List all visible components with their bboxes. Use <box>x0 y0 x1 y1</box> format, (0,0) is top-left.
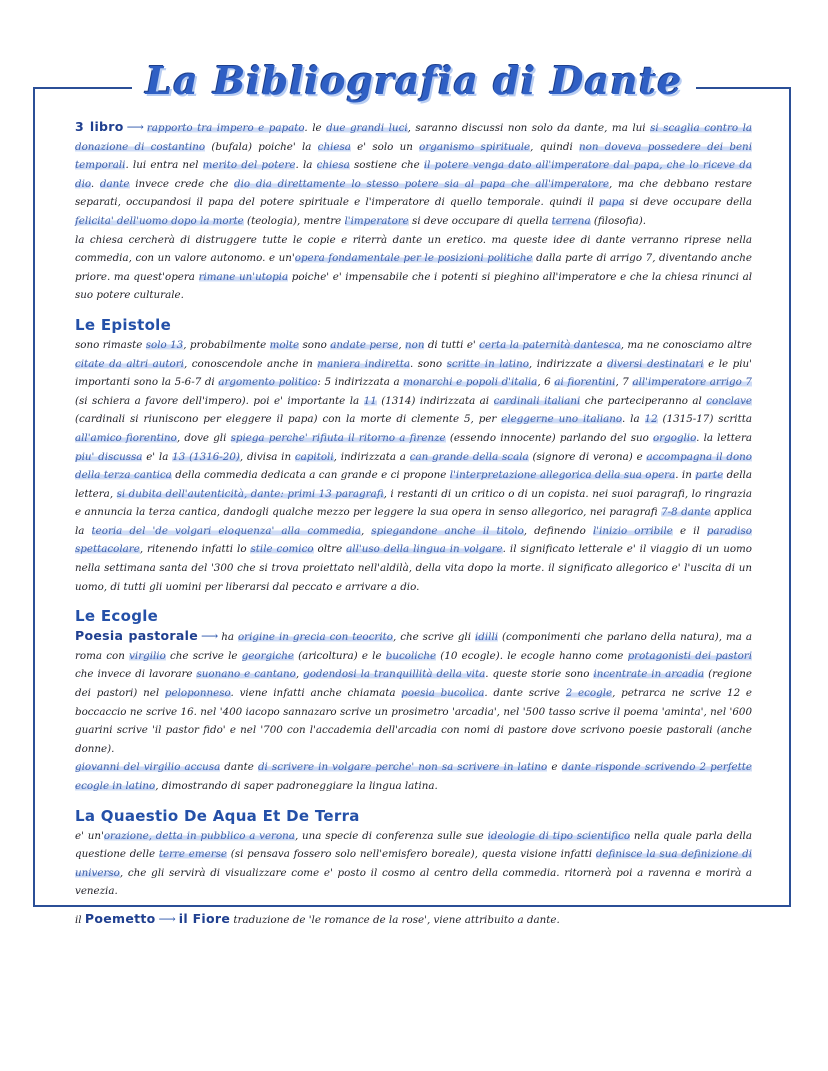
highlight: l'imperatore <box>344 214 409 227</box>
text: , ritenendo infatti lo <box>139 543 251 556</box>
highlight: poesia bucolica <box>401 687 485 700</box>
text: . il significato letterale e' il viaggio di un uomo nella settimana santa del '300 che si trova proiettato nell'aldilà, della vita dopo la morte. il significato allegorico e' l'uscita di un uomo, di tutti gli uomini per liberarsi dal peccato e arrivare a dio. <box>75 543 752 593</box>
text: invece crede che <box>129 177 235 190</box>
highlight: conclave <box>706 394 752 407</box>
text: , 6 <box>537 376 555 389</box>
highlight: organismo spirituale <box>419 140 531 153</box>
text: della lettera, <box>75 469 752 500</box>
text: , una specie di conferenza sulle sue <box>294 829 488 842</box>
highlight: orazione, detta in pubblico a verona <box>103 829 295 842</box>
text: (teologia), mentre <box>243 214 345 227</box>
arrow-right-icon: ⟶ <box>201 629 219 644</box>
highlight: 11 <box>363 394 377 407</box>
text: , i restanti di un critico o di un copista. nei suoi paragrafi, lo ringrazia e annuncia la terza cantica, dandogli qualche mezzo per leggere la sua opera in senso allegorico, nei paragrafi <box>75 487 752 519</box>
text: (regione dei pastori) nel <box>75 668 752 700</box>
highlight: all'amico fiorentino <box>75 431 177 444</box>
text: ha <box>221 631 238 644</box>
highlight: 2 ecogle <box>565 687 613 700</box>
highlight: protagonisti dei pastori <box>627 649 753 662</box>
highlight: incentrate in arcadia <box>593 668 705 681</box>
libro-key: 3 libro <box>75 119 124 134</box>
text: nella quale parla della questione delle <box>75 829 752 861</box>
text: , indirizzata a <box>333 450 410 463</box>
highlight: argomento politico <box>218 376 318 389</box>
text: , ma che debbano restare separati, occupandosi il papa del potere spirituale e l'imperatore di quello temporale. quindi il <box>75 177 752 209</box>
text: . la lettera <box>696 431 753 444</box>
highlight: l'interpretazione allegorica della sua opera <box>449 469 676 482</box>
epistole-paragraph <box>75 336 752 596</box>
text: , conoscendole anche in <box>183 357 318 370</box>
content <box>75 118 752 930</box>
highlight: terre emerse <box>158 848 228 861</box>
text: che parteciperanno al <box>580 394 707 407</box>
text: : 5 indirizzata a <box>317 376 404 389</box>
text: applica la <box>75 506 753 537</box>
highlight: cardinali italiani <box>493 394 581 407</box>
highlight: si scaglia contro la donazione di costantino <box>75 122 753 153</box>
text: . lui entra nel <box>125 159 203 172</box>
highlight: ideologie di tipo scientifico <box>487 829 631 842</box>
text: la chiesa cercherà di distruggere tutte le copie e riterrà dante un eretico. ma queste idee di dante verranno riprese nella commedia, con un valore autonomo. e un' <box>75 233 752 265</box>
highlight: 7-8 dante <box>661 506 711 519</box>
ecogle-key: Poesia pastorale <box>75 628 198 644</box>
highlight: di scrivere in volgare perche' non sa scrivere in latino <box>257 761 548 774</box>
text: (1315-17) scritta <box>657 413 752 426</box>
highlight: molte <box>269 338 300 351</box>
text: . la <box>621 413 645 426</box>
text: , petrarca ne scrive 12 e boccaccio ne scrive 16. nel '400 iacopo sannazaro scrive un prosimetro 'arcadia', nel '500 tasso scrive il poema 'aminta', nel '600 guarini scrive 'il pastor fido' e nel '700 con l'accademia dell'arcadia con nomi di pastore dove scrivono poesie pastorali (anche donne). <box>75 687 752 755</box>
text: e il <box>672 524 707 537</box>
highlight: eleggerne uno italiano <box>501 413 622 426</box>
highlight: suonano e cantano <box>196 668 296 681</box>
text: , indirizzate a <box>528 357 608 370</box>
highlight: can grande della scala <box>409 450 529 463</box>
highlight: maniera indiretta <box>317 357 410 370</box>
libro-paragraph-1 <box>75 118 752 231</box>
highlight: piu' discussa <box>75 450 143 463</box>
title-wrap <box>0 55 828 107</box>
text: , probabilmente <box>183 338 270 351</box>
highlight: dante <box>99 177 130 190</box>
highlight: papa <box>599 196 625 209</box>
text: . dante scrive <box>484 687 566 700</box>
text: dante <box>220 761 258 774</box>
highlight: certa la paternità dantesca <box>479 338 621 351</box>
highlight: virgilio <box>129 649 166 662</box>
highlight: monarchi e popoli d'italia <box>403 376 538 389</box>
text: . le <box>304 122 327 134</box>
text: , che gli servirà di visualizzare come e' posto il cosmo al centro della commedia. ritornerà poi a ravenna e morirà a venezia. <box>75 866 752 898</box>
text: , definendo <box>523 524 593 537</box>
ecogle-paragraph-2 <box>75 758 752 795</box>
text: , <box>360 524 372 537</box>
text: sono rimaste <box>75 338 146 351</box>
text: (componimenti che parlano della natura), ma a roma con <box>75 631 753 662</box>
text: (aricoltura) e le <box>293 649 386 662</box>
highlight: giovanni del virgilio accusa <box>75 761 221 774</box>
quaestio-heading: La Quaestio De Aqua Et De Terra <box>75 806 360 825</box>
highlight: stile comico <box>250 543 314 556</box>
text: si deve occupare della <box>624 196 752 209</box>
highlight: chiesa <box>316 159 350 172</box>
highlight: capitoli <box>294 450 334 463</box>
text: oltre <box>313 543 347 556</box>
poemetto-paragraph <box>75 910 752 930</box>
text: (signore di verona) e <box>528 450 647 463</box>
text: e <box>547 761 562 774</box>
text: traduzione de 'le romance de la rose', viene attribuito a dante. <box>230 913 560 926</box>
highlight: rimane un'utopia <box>198 270 289 283</box>
text: , che scrive gli <box>392 631 475 644</box>
arrow-right-icon: ⟶ <box>158 911 176 926</box>
text: , <box>295 668 304 681</box>
highlight: spiega perche' rifiuta il ritorno a firenze <box>230 431 446 444</box>
highlight: due grandi luci <box>326 122 408 134</box>
text: dalla parte di arrigo 7, diventando anche priore. ma quest'opera <box>75 252 753 283</box>
text: (1314) indirizzata ai <box>376 394 494 407</box>
text: e' un' <box>75 829 104 842</box>
highlight: non <box>404 338 425 351</box>
text: . sono <box>410 357 447 370</box>
text: e le piu' importanti sono la 5-6-7 di <box>75 357 753 389</box>
text: sono <box>299 338 331 351</box>
epistole-heading: Le Epistole <box>75 315 172 334</box>
text: . <box>90 177 100 190</box>
text: , <box>398 338 405 351</box>
text: della commedia dedicata a can grande e ci propone <box>171 469 450 482</box>
highlight: terrena <box>551 214 591 227</box>
highlight: scritte in latino <box>446 357 529 370</box>
text: . queste storie sono <box>485 668 594 681</box>
highlight: 13 (1316-20) <box>172 450 240 463</box>
highlight: ai fiorentini <box>554 376 616 389</box>
highlight: orgoglio <box>653 431 697 444</box>
text: . viene infatti anche chiamata <box>230 687 402 700</box>
text: che scrive le <box>165 649 242 662</box>
highlight: bucoliche <box>385 649 437 662</box>
highlight: idilli <box>475 631 499 644</box>
text: . in <box>675 469 696 482</box>
libro-paragraph-2 <box>75 231 752 305</box>
text: (filosofia). <box>590 214 647 227</box>
text: e' la <box>142 450 173 463</box>
highlight: andate perse <box>330 338 399 351</box>
highlight: opera fondamentale per le posizioni politiche <box>294 252 533 265</box>
highlight: merito del potere <box>202 159 296 172</box>
highlight: all'imperatore arrigo 7 <box>632 376 752 389</box>
highlight: definisce la sua definizione di universo <box>75 848 752 879</box>
highlight: si dubita dell'autenticità, dante: primi 13 paragrafi <box>116 487 384 500</box>
highlight: parte <box>695 469 724 482</box>
highlight: citate da altri autori <box>75 357 184 370</box>
highlight: accompagna il dono della terza cantica <box>75 450 752 482</box>
text: il <box>75 913 85 926</box>
ecogle-paragraph-1 <box>75 627 752 758</box>
highlight: paradiso spettacolare <box>75 524 752 556</box>
text: , saranno discussi non solo da dante, ma lui <box>407 122 651 134</box>
highlight: godendosi la tranquillità della vita <box>303 668 486 681</box>
text: che invece di lavorare <box>75 668 197 681</box>
highlight: chiesa <box>317 140 351 153</box>
text: (si schiera a favore dell'impero). poi e' importante la <box>75 394 364 407</box>
highlight: georgiche <box>241 649 294 662</box>
text: (essendo innocente) parlando del suo <box>445 431 654 444</box>
highlight: non doveva possedere dei beni temporali <box>75 140 752 172</box>
highlight: peloponneso <box>164 687 231 700</box>
highlight: 12 <box>644 413 658 426</box>
text: (10 ecogle). le ecogle hanno come <box>436 649 628 662</box>
highlight: origine in grecia con teocrito <box>237 631 393 644</box>
highlight: teoria del 'de volgari eloquenza' alla commedia <box>91 524 361 537</box>
text: . la <box>295 159 317 172</box>
highlight: solo 13 <box>145 338 184 351</box>
text: poiche' e' impensabile che i potenti si pieghino all'imperatore e che la chiesa rinunci al suo potere culturale. <box>75 270 753 302</box>
text: , 7 <box>615 376 633 389</box>
text: , dove gli <box>176 431 231 444</box>
highlight: dio dia direttamente lo stesso potere sia al papa che all'imperatore <box>234 177 610 190</box>
highlight: il potere venga dato all'imperatore dal papa, che lo riceve da dio <box>75 159 752 190</box>
text: (si pensava fossero solo nell'emisfero boreale), questa visione infatti <box>227 848 596 861</box>
page-title: La Bibliografia di Dante <box>132 55 697 107</box>
highlight: all'uso della lingua in volgare <box>346 543 503 556</box>
text: , quindi <box>530 140 580 153</box>
fiore-key: il Fiore <box>178 910 231 926</box>
poemetto-key: Poemetto <box>84 910 156 926</box>
text: e' solo un <box>350 140 420 153</box>
text: si deve occupare di quella <box>408 214 552 227</box>
highlight: rapporto tra impero e papato <box>146 122 305 134</box>
text: , divisa in <box>239 450 295 463</box>
text: , dimostrando di saper padroneggiare la lingua latina. <box>155 780 438 792</box>
arrow-right-icon: ⟶ <box>126 120 144 134</box>
highlight: dante risponde scrivendo 2 perfette ecogle in latino <box>75 761 753 792</box>
text: , ma ne conosciamo altre <box>620 338 752 351</box>
highlight: l'inizio orribile <box>592 524 673 537</box>
text: sostiene che <box>349 159 424 172</box>
highlight: felicita' dell'uomo dopo la morte <box>75 214 244 227</box>
highlight: diversi destinatari <box>607 357 704 370</box>
quaestio-paragraph <box>75 827 752 901</box>
text: (cardinali si riuniscono per eleggere il papa) con la morte di clemente 5, per <box>75 413 502 426</box>
ecogle-heading: Le Ecogle <box>75 607 159 626</box>
text: (bufala) poiche' la <box>205 140 318 153</box>
text: di tutti e' <box>424 338 480 351</box>
highlight: spiegandone anche il titolo <box>371 524 524 537</box>
